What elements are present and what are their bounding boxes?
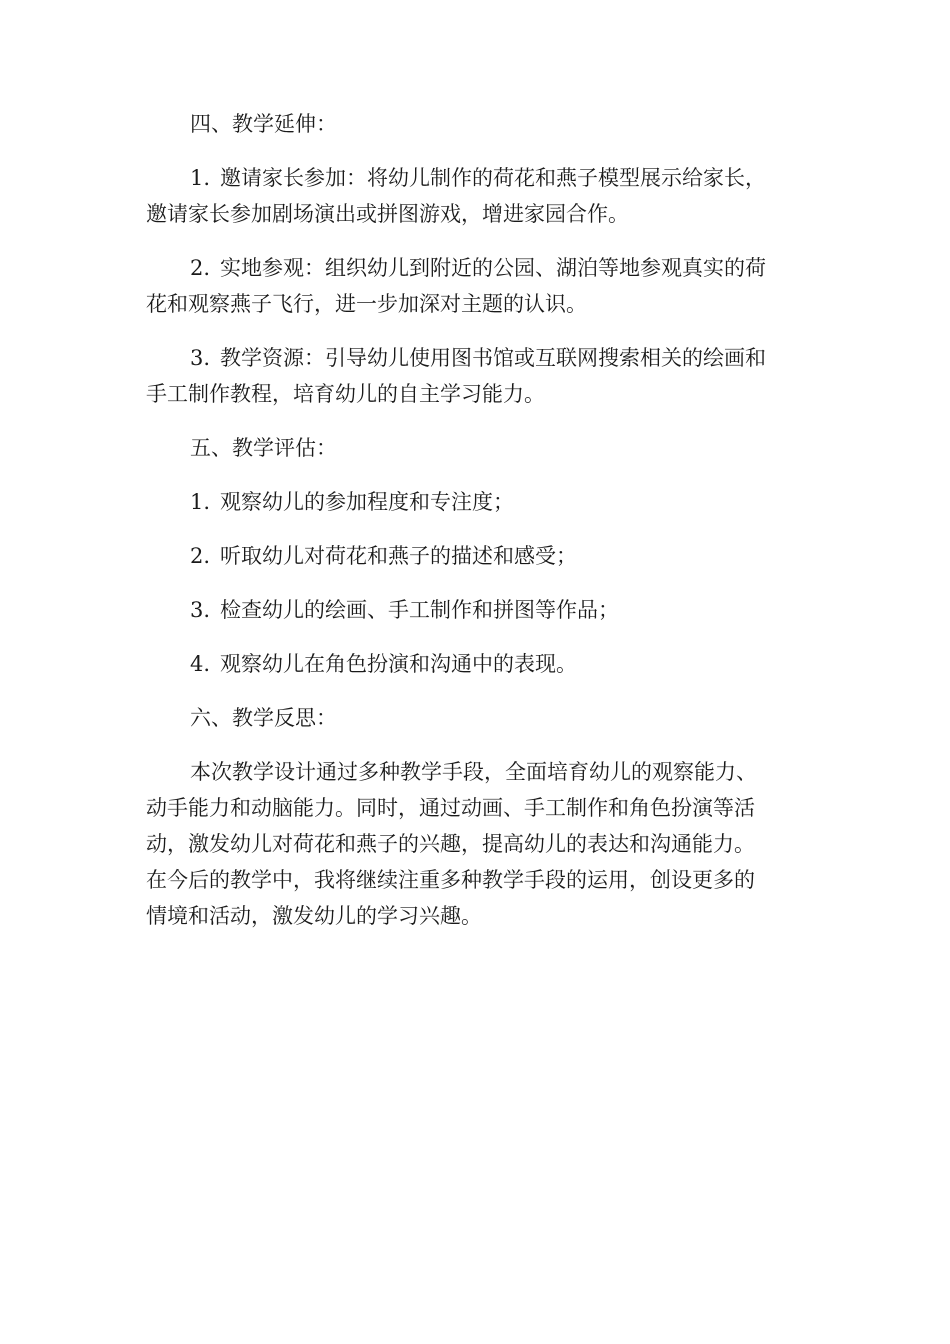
- list-item-text: 观察幼儿在角色扮演和沟通中的表现。: [220, 652, 578, 676]
- list-item-text: 听取幼儿对荷花和燕子的描述和感受；: [220, 544, 578, 568]
- paragraph-line: 动，激发幼儿对荷花和燕子的兴趣，提高幼儿的表达和沟通能力。: [146, 832, 755, 856]
- spacer: [146, 628, 810, 646]
- paragraph-line: 情境和活动，激发幼儿的学习兴趣。: [146, 904, 482, 928]
- list-item: [146, 160, 810, 232]
- spacer: [146, 142, 810, 160]
- list-item-line: [146, 250, 810, 286]
- list-item: [146, 250, 810, 322]
- list-item-text: 教学资源：引导幼儿使用图书馆或互联网搜索相关的绘画和: [220, 346, 767, 370]
- spacer: [146, 412, 810, 430]
- list-item: [146, 538, 810, 574]
- list-item: [146, 646, 810, 682]
- document-body: [146, 106, 810, 934]
- list-item: [146, 340, 810, 412]
- section-heading-extension: 四、教学延伸：: [190, 112, 337, 136]
- list-item-number: 4.: [190, 652, 211, 676]
- list-item-number: 3.: [190, 346, 211, 370]
- list-item-text: 检查幼儿的绘画、手工制作和拼图等作品；: [220, 598, 620, 622]
- list-item-line: [146, 340, 810, 376]
- reflection-paragraph: [146, 754, 810, 934]
- section-heading-evaluation: 五、教学评估：: [190, 436, 337, 460]
- list-item-number: 3.: [190, 598, 211, 622]
- list-item-continuation: 花和观察燕子飞行，进一步加深对主题的认识。: [146, 292, 587, 316]
- list-item-text: 邀请家长参加：将幼儿制作的荷花和燕子模型展示给家长，: [220, 166, 767, 190]
- spacer: [146, 736, 810, 754]
- paragraph-line: 动手能力和动脑能力。同时，通过动画、手工制作和角色扮演等活: [146, 796, 755, 820]
- list-item-number: 2.: [190, 256, 211, 280]
- list-item-line: [146, 160, 810, 196]
- list-item-number: 1.: [190, 166, 211, 190]
- paragraph-line: 本次教学设计通过多种教学手段，全面培育幼儿的观察能力、: [190, 760, 757, 784]
- section-heading-reflection: 六、教学反思：: [190, 706, 337, 730]
- list-item-continuation: 手工制作教程，培育幼儿的自主学习能力。: [146, 382, 545, 406]
- spacer: [146, 232, 810, 250]
- list-item-number: 1.: [190, 490, 211, 514]
- spacer: [146, 466, 810, 484]
- list-item-text: 观察幼儿的参加程度和专注度；: [220, 490, 515, 514]
- list-item-number: 2.: [190, 544, 211, 568]
- spacer: [146, 574, 810, 592]
- list-item: [146, 592, 810, 628]
- list-item-continuation: 邀请家长参加剧场演出或拼图游戏，增进家园合作。: [146, 202, 629, 226]
- list-item: [146, 484, 810, 520]
- spacer: [146, 322, 810, 340]
- list-item-text: 实地参观：组织幼儿到附近的公园、湖泊等地参观真实的荷: [220, 256, 767, 280]
- paragraph-line: 在今后的教学中，我将继续注重多种教学手段的运用，创设更多的: [146, 868, 755, 892]
- spacer: [146, 520, 810, 538]
- spacer: [146, 682, 810, 700]
